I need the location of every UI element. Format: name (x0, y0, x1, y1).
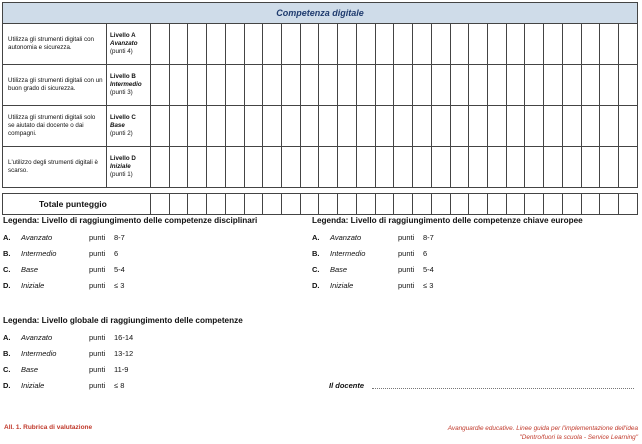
score-cell[interactable] (356, 24, 375, 65)
score-cell[interactable] (469, 106, 488, 147)
score-cell[interactable] (207, 65, 226, 106)
total-cell[interactable] (225, 194, 244, 215)
score-cell[interactable] (431, 24, 450, 65)
legend-points-label: punti (89, 233, 106, 242)
score-cell[interactable] (244, 147, 263, 188)
score-cell[interactable] (319, 24, 338, 65)
score-cell[interactable] (244, 106, 263, 147)
score-cell[interactable] (394, 147, 413, 188)
total-cell[interactable] (319, 194, 338, 215)
legend-level-name: Iniziale (21, 281, 45, 290)
legend-letter: D. (312, 281, 320, 290)
score-cell[interactable] (431, 106, 450, 147)
score-cell[interactable] (356, 106, 375, 147)
legend-item (3, 281, 303, 297)
total-cell[interactable] (581, 194, 600, 215)
score-cell[interactable] (506, 65, 525, 106)
legend-points-label: punti (89, 349, 106, 358)
level-desc: Base (110, 122, 125, 129)
level-description: Utilizza gli strumenti digitali solo se aiutato dai docente o dai compagni. (3, 106, 107, 147)
score-cell[interactable] (300, 147, 319, 188)
level-description: L'utilizzo degli strumenti digitali è scarso. (3, 147, 107, 188)
score-cell[interactable] (151, 147, 170, 188)
level-row (3, 65, 638, 106)
legend-points-value: 6 (114, 249, 119, 258)
legend-letter: A. (3, 333, 11, 342)
level-row (3, 106, 638, 147)
score-cell[interactable] (282, 24, 301, 65)
score-cell[interactable] (525, 65, 544, 106)
score-cell[interactable] (375, 65, 394, 106)
score-cell[interactable] (225, 147, 244, 188)
score-cell[interactable] (618, 24, 637, 65)
score-cell[interactable] (263, 24, 282, 65)
legend-globale (3, 316, 303, 397)
score-cell[interactable] (618, 106, 637, 147)
score-cell[interactable] (263, 106, 282, 147)
total-cell[interactable] (394, 194, 413, 215)
score-cell[interactable] (300, 24, 319, 65)
score-cell[interactable] (338, 106, 357, 147)
legend-level-name: Avanzato (330, 233, 362, 242)
score-cell[interactable] (525, 147, 544, 188)
score-cell[interactable] (319, 147, 338, 188)
total-cell[interactable] (431, 194, 450, 215)
level-points: (punti 4) (110, 48, 133, 55)
legend-letter: B. (312, 249, 320, 258)
level-points: (punti 3) (110, 89, 133, 96)
score-cell[interactable] (600, 65, 619, 106)
level-row (3, 24, 638, 65)
score-cell[interactable] (244, 24, 263, 65)
score-cell[interactable] (562, 147, 581, 188)
score-cell[interactable] (413, 106, 432, 147)
legend-points-label: punti (398, 265, 415, 274)
legend-letter: A. (312, 233, 320, 242)
score-cell[interactable] (188, 65, 207, 106)
score-cell[interactable] (544, 106, 563, 147)
score-cell[interactable] (338, 147, 357, 188)
score-cell[interactable] (188, 24, 207, 65)
score-cell[interactable] (151, 106, 170, 147)
legend-letter: B. (3, 349, 11, 358)
level-label (107, 106, 151, 147)
score-cell[interactable] (394, 65, 413, 106)
legend-level-name: Base (21, 365, 39, 374)
level-label (107, 24, 151, 65)
legend-points-label: punti (89, 381, 106, 390)
level-row (3, 147, 638, 188)
score-cell[interactable] (263, 65, 282, 106)
score-cell[interactable] (506, 106, 525, 147)
level-description: Utilizza gli strumenti digitali con un buon grado di sicurezza. (3, 65, 107, 106)
legend-letter: C. (312, 265, 320, 274)
legend-level-name: Intermedio (330, 249, 366, 258)
score-cell[interactable] (225, 106, 244, 147)
rubric-table (2, 2, 638, 215)
legend-points-value: 6 (423, 249, 428, 258)
score-cell[interactable] (525, 24, 544, 65)
score-cell[interactable] (356, 147, 375, 188)
legend-letter: D. (3, 381, 11, 390)
legend-level-name: Iniziale (21, 381, 45, 390)
score-cell[interactable] (169, 65, 188, 106)
total-cell[interactable] (525, 194, 544, 215)
score-cell[interactable] (207, 106, 226, 147)
legend-points-value: 5-4 (423, 265, 434, 274)
score-cell[interactable] (600, 106, 619, 147)
total-cell[interactable] (469, 194, 488, 215)
level-name: Livello D (110, 155, 136, 162)
signature-line (372, 388, 634, 389)
score-cell[interactable] (338, 24, 357, 65)
score-cell[interactable] (581, 106, 600, 147)
legend-points-label: punti (89, 249, 106, 258)
total-cell[interactable] (263, 194, 282, 215)
legend-item (312, 265, 632, 281)
legend-points-value: 11-9 (114, 365, 129, 374)
score-cell[interactable] (319, 106, 338, 147)
score-cell[interactable] (431, 65, 450, 106)
footer-right-b: Linee guida per l'implementazione dell'idea (516, 425, 638, 432)
score-cell[interactable] (263, 147, 282, 188)
legend-points-label: punti (398, 249, 415, 258)
score-cell[interactable] (487, 24, 506, 65)
legend-letter: D. (3, 281, 11, 290)
legend-points-value: 5-4 (114, 265, 125, 274)
legend-item (3, 349, 303, 365)
total-cell[interactable] (169, 194, 188, 215)
total-cell[interactable] (413, 194, 432, 215)
score-cell[interactable] (169, 147, 188, 188)
legend-points-value: ≤ 3 (114, 281, 125, 290)
legend-points-label: punti (398, 233, 415, 242)
total-cell[interactable] (356, 194, 375, 215)
score-cell[interactable] (151, 24, 170, 65)
score-cell[interactable] (487, 147, 506, 188)
legend-points-value: ≤ 8 (114, 381, 125, 390)
total-cell[interactable] (618, 194, 637, 215)
total-row (3, 194, 638, 215)
score-cell[interactable] (618, 65, 637, 106)
level-description: Utilizza gli strumenti digitali con autonomia e sicurezza. (3, 24, 107, 65)
level-desc: Avanzato (110, 40, 138, 47)
score-cell[interactable] (300, 65, 319, 106)
score-cell[interactable] (375, 106, 394, 147)
total-cell[interactable] (487, 194, 506, 215)
legend-points-value: 8-7 (114, 233, 125, 242)
level-name: Livello C (110, 114, 136, 121)
score-cell[interactable] (562, 65, 581, 106)
score-cell[interactable] (300, 106, 319, 147)
rubric-title: Competenza digitale (3, 3, 638, 24)
total-cell[interactable] (338, 194, 357, 215)
total-cell[interactable] (562, 194, 581, 215)
total-cell[interactable] (506, 194, 525, 215)
score-cell[interactable] (581, 24, 600, 65)
legend-item (312, 233, 632, 249)
legend-points-label: punti (89, 365, 106, 374)
legend-points-value: 16-14 (114, 333, 134, 342)
score-cell[interactable] (375, 147, 394, 188)
score-cell[interactable] (431, 147, 450, 188)
score-cell[interactable] (450, 147, 469, 188)
legend-letter: C. (3, 265, 11, 274)
score-cell[interactable] (151, 65, 170, 106)
total-cell[interactable] (600, 194, 619, 215)
footer-left: All. 1. Rubrica di valutazione (4, 424, 93, 431)
score-cell[interactable] (450, 106, 469, 147)
score-cell[interactable] (394, 106, 413, 147)
score-cell[interactable] (282, 65, 301, 106)
total-cell[interactable] (207, 194, 226, 215)
score-cell[interactable] (244, 65, 263, 106)
level-points: (punti 1) (110, 171, 133, 178)
total-label: Totale punteggio (3, 194, 151, 215)
score-cell[interactable] (225, 24, 244, 65)
score-cell[interactable] (169, 24, 188, 65)
legend-level-name: Avanzato (21, 233, 53, 242)
legend-item (3, 381, 303, 397)
docente-label: Il docente (329, 381, 365, 390)
legend-points-value: ≤ 3 (423, 281, 434, 290)
legend-points-label: punti (398, 281, 415, 290)
total-cell[interactable] (544, 194, 563, 215)
footer-right (448, 424, 638, 442)
score-cell[interactable] (338, 65, 357, 106)
legend-level-name: Intermedio (21, 349, 57, 358)
legend-points-value: 13-12 (114, 349, 134, 358)
total-cell[interactable] (300, 194, 319, 215)
legend-level-name: Intermedio (21, 249, 57, 258)
score-cell[interactable] (282, 106, 301, 147)
level-desc: Intermedio (110, 81, 142, 88)
legend-item (3, 249, 303, 265)
legend-item (312, 281, 632, 297)
score-cell[interactable] (188, 147, 207, 188)
score-cell[interactable] (506, 147, 525, 188)
score-cell[interactable] (581, 65, 600, 106)
legend-item (3, 233, 303, 249)
legend-points-label: punti (89, 281, 106, 290)
score-cell[interactable] (356, 65, 375, 106)
legend-title: Legenda: Livello globale di raggiungimento delle competenze (3, 316, 243, 325)
total-cell[interactable] (450, 194, 469, 215)
score-cell[interactable] (450, 65, 469, 106)
legend-letter: B. (3, 249, 11, 258)
total-cell[interactable] (188, 194, 207, 215)
score-cell[interactable] (282, 147, 301, 188)
legend-item (3, 265, 303, 281)
score-cell[interactable] (600, 147, 619, 188)
level-name: Livello A (110, 32, 136, 39)
legend-level-name: Base (21, 265, 39, 274)
level-label (107, 147, 151, 188)
score-cell[interactable] (413, 24, 432, 65)
footer-right-a: Avanguardie educative. (447, 425, 517, 432)
score-cell[interactable] (394, 24, 413, 65)
legend-letter: A. (3, 233, 11, 242)
score-cell[interactable] (169, 106, 188, 147)
score-cell[interactable] (544, 147, 563, 188)
score-cell[interactable] (188, 106, 207, 147)
score-cell[interactable] (487, 106, 506, 147)
score-cell[interactable] (450, 24, 469, 65)
legend-points-label: punti (89, 265, 106, 274)
score-cell[interactable] (618, 147, 637, 188)
score-cell[interactable] (469, 147, 488, 188)
score-cell[interactable] (469, 24, 488, 65)
score-cell[interactable] (544, 24, 563, 65)
score-cell[interactable] (207, 24, 226, 65)
legend-item (312, 249, 632, 265)
legend-item (3, 365, 303, 381)
legend-title: Legenda: Livello di raggiungimento delle competenze chiave europee (312, 216, 583, 225)
score-cell[interactable] (525, 106, 544, 147)
legend-disciplinari (3, 216, 303, 297)
legend-points-label: punti (89, 333, 106, 342)
score-cell[interactable] (581, 147, 600, 188)
legend-title: Legenda: Livello di raggiungimento delle competenze disciplinari (3, 216, 258, 225)
legend-points-value: 8-7 (423, 233, 434, 242)
legend-level-name: Base (330, 265, 348, 274)
score-cell[interactable] (506, 24, 525, 65)
score-cell[interactable] (413, 65, 432, 106)
score-cell[interactable] (225, 65, 244, 106)
total-cell[interactable] (244, 194, 263, 215)
level-label (107, 65, 151, 106)
legend-letter: C. (3, 365, 11, 374)
score-cell[interactable] (207, 147, 226, 188)
legend-item (3, 333, 303, 349)
score-cell[interactable] (562, 106, 581, 147)
level-points: (punti 2) (110, 130, 133, 137)
level-desc: Iniziale (110, 163, 131, 170)
legend-level-name: Avanzato (21, 333, 53, 342)
total-cell[interactable] (151, 194, 170, 215)
total-cell[interactable] (282, 194, 301, 215)
legend-chiave-europee (312, 216, 632, 297)
footer-right-line2: "Dentro/fuori la scuola - Service Learning" (519, 434, 638, 441)
score-cell[interactable] (375, 24, 394, 65)
score-cell[interactable] (562, 24, 581, 65)
score-cell[interactable] (544, 65, 563, 106)
total-cell[interactable] (375, 194, 394, 215)
score-cell[interactable] (469, 65, 488, 106)
level-name: Livello B (110, 73, 136, 80)
score-cell[interactable] (487, 65, 506, 106)
legend-level-name: Iniziale (330, 281, 354, 290)
score-cell[interactable] (319, 65, 338, 106)
score-cell[interactable] (413, 147, 432, 188)
score-cell[interactable] (600, 24, 619, 65)
